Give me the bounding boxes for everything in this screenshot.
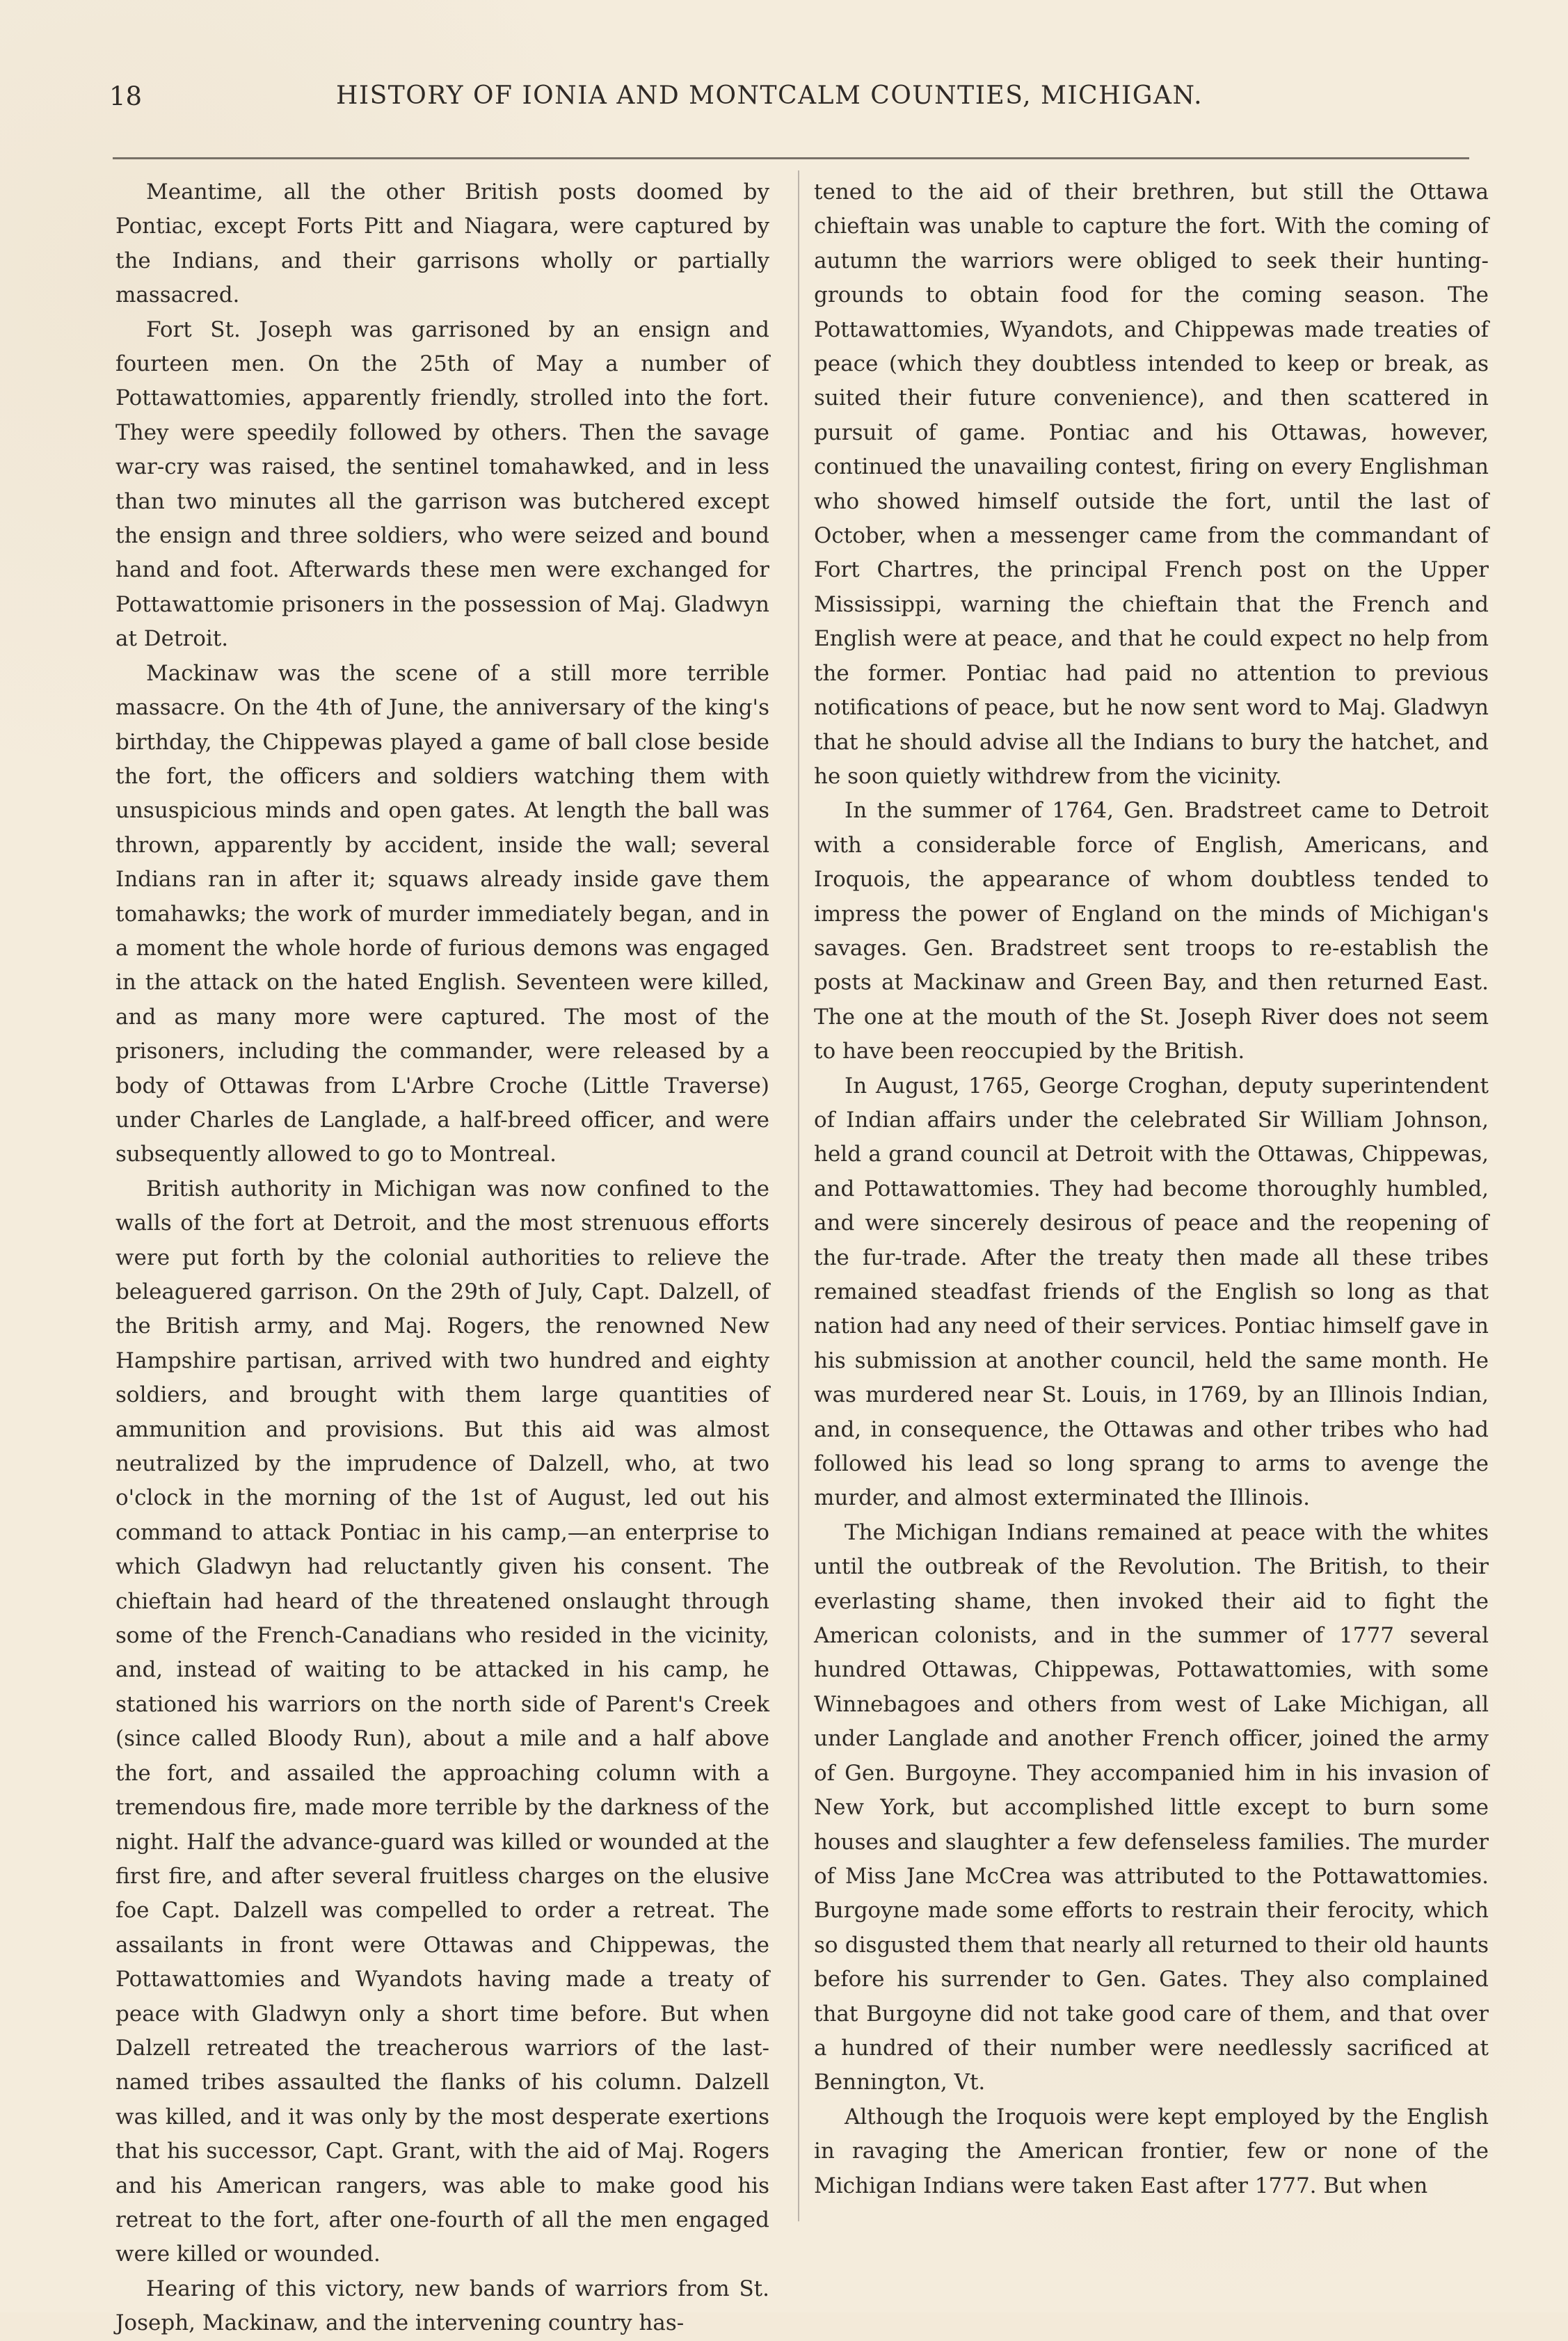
left-paragraph-4: British authority in Michigan was now confined to the walls of the fort at Detroit, and the most strenuous efforts were put forth by the colonial authorities to relieve the beleaguered garrison. On the 29th of July, Capt. Dalzell, of the British army, and Maj. Rogers, the renowned New Hampshire partisan, arrived with two hundred and eighty soldiers, and brought with them large quantities of ammunition and provisions. But this aid was almost neutralized by the imprudence of Dalzell, who, at two o'clock in the morning of the 1st of August, led out his command to attack Pontiac in his camp,—an enterprise to which Gladwyn had reluctantly given his consent. The chieftain had heard of the threatened onslaught through some of the French-Canadians who resided in the vicinity, and, instead of waiting to be attacked in his camp, he stationed his warriors on the north side of Parent's Creek (since called Bloody Run), about a mile and a half above the fort, and assailed the approaching column with a tremendous fire, made more terrible by the darkness of the night. Half the advance-guard was killed or wounded at the first fire, and after several fruitless charges on the elusive foe Capt. Dalzell was compelled to order a retreat. The assailants in front were Ottawas and Chippewas, the Pottawattomies and Wyandots having made a treaty of peace with Gladwyn only a short time before. But when Dalzell retreated the treacherous warriors of the last-named tribes assaulted the flanks of his column. Dalzell was killed, and it was only by the most desperate exertions that his successor, Capt. Grant, with the aid of Maj. Rogers and his American rangers, was able to make good his retreat to the fort, after one-fourth of all the men engaged were killed or wounded. [115, 1176, 769, 2267]
column-divider [798, 170, 799, 2221]
page-number: 18 [109, 81, 143, 111]
page-header [108, 83, 1492, 128]
right-column [814, 175, 1489, 2214]
right-paragraph-4: The Michigan Indians remained at peace with the whites until the outbreak of the Revolution. The British, to their everlasting shame, then invoked their aid to fight the American colonists, and in the summer of 1777 several hundred Ottawas, Chippewas, Pottawattomies, with some Winnebagoes and others from west of Lake Michigan, all under Langlade and another French officer, joined the army of Gen. Burgoyne. They accompanied him in his invasion of New York, but accomplished little except to burn some houses and slaughter a few defenseless families. The murder of Miss Jane McCrea was attributed to the Pottawattomies. Burgoyne made some efforts to restrain their ferocity, which so disgusted them that nearly all returned to their old haunts before his surrender to Gen. Gates. They also complained that Burgoyne did not take good care of them, and that over a hundred of their number were needlessly sacrificed at Bennington, Vt. [814, 1519, 1489, 2095]
left-column [115, 175, 769, 2336]
left-paragraph-1: Meantime, all the other British posts doomed by Pontiac, except Forts Pitt and Niagara, were captured by the Indians, and their garrisons wholly or partially massacred. [115, 179, 769, 308]
right-paragraph-1: tened to the aid of their brethren, but still the Ottawa chieftain was unable to capture the fort. With the coming of autumn the warriors were obliged to seek their hunting-grounds to obtain food for the coming season. The Pottawattomies, Wyandots, and Chippewas made treaties of peace (which they doubtless intended to keep or break, as suited their future convenience), and then scattered in pursuit of game. Pontiac and his Ottawas, however, continued the unavailing contest, firing on every Englishman who showed himself outside the fort, until the last of October, when a messenger came from the commandant of Fort Chartres, the principal French post on the Upper Mississippi, warning the chieftain that the French and English were at peace, and that he could expect no help from the former. Pontiac had paid no attention to previous notifications of peace, but he now sent word to Maj. Gladwyn that he should advise all the Indians to bury the hatchet, and he soon quietly withdrew from the vicinity. [814, 179, 1489, 789]
left-paragraph-5: Hearing of this victory, new bands of warriors from St. Joseph, Mackinaw, and the intervening country has- [115, 2276, 769, 2336]
header-rule [113, 157, 1469, 159]
running-head: HISTORY OF IONIA AND MONTCALM COUNTIES, MICHIGAN. [336, 81, 1203, 110]
right-paragraph-3: In August, 1765, George Croghan, deputy superintendent of Indian affairs under the celebrated Sir William Johnson, held a grand council at Detroit with the Ottawas, Chippewas, and Pottawattomies. They had become thoroughly humbled, and were sincerely desirous of peace and the reopening of the fur-trade. After the treaty then made all these tribes remained steadfast friends of the English so long as that nation had any need of their services. Pontiac himself gave in his submission at another council, held the same month. He was murdered near St. Louis, in 1769, by an Illinois Indian, and, in consequence, the Ottawas and other tribes who had followed his lead so long sprang to arms to avenge the murder, and almost exterminated the Illinois. [814, 1073, 1489, 1511]
left-paragraph-2: Fort St. Joseph was garrisoned by an ensign and fourteen men. On the 25th of May a number of Pottawattomies, apparently friendly, strolled into the fort. They were speedily followed by others. Then the savage war-cry was raised, the sentinel tomahawked, and in less than two minutes all the garrison was butchered except the ensign and three soldiers, who were seized and bound hand and foot. Afterwards these men were exchanged for Pottawattomie prisoners in the possession of Maj. Gladwyn at Detroit. [115, 317, 769, 652]
left-paragraph-3: Mackinaw was the scene of a still more terrible massacre. On the 4th of June, the anniversary of the king's birthday, the Chippewas played a game of ball close beside the fort, the officers and soldiers watching them with unsuspicious minds and open gates. At length the ball was thrown, apparently by accident, inside the wall; several Indians ran in after it; squaws already inside gave them tomahawks; the work of murder immediately began, and in a moment the whole horde of furious demons was engaged in the attack on the hated English. Seventeen were killed, and as many more were captured. The most of the prisoners, including the commander, were released by a body of Ottawas from L'Arbre Croche (Little Traverse) under Charles de Langlade, a half-breed officer, and were subsequently allowed to go to Montreal. [115, 660, 769, 1167]
right-paragraph-2: In the summer of 1764, Gen. Bradstreet came to Detroit with a considerable force of English, Americans, and Iroquois, the appearance of whom doubtless tended to impress the power of England on the minds of Michigan's savages. Gen. Bradstreet sent troops to re-establish the posts at Mackinaw and Green Bay, and then returned East. The one at the mouth of the St. Joseph River does not seem to have been reoccupied by the British. [814, 798, 1489, 1064]
right-paragraph-5: Although the Iroquois were kept employed by the English in ravaging the American frontier, few or none of the Michigan Indians were taken East after 1777. But when [814, 2104, 1489, 2198]
